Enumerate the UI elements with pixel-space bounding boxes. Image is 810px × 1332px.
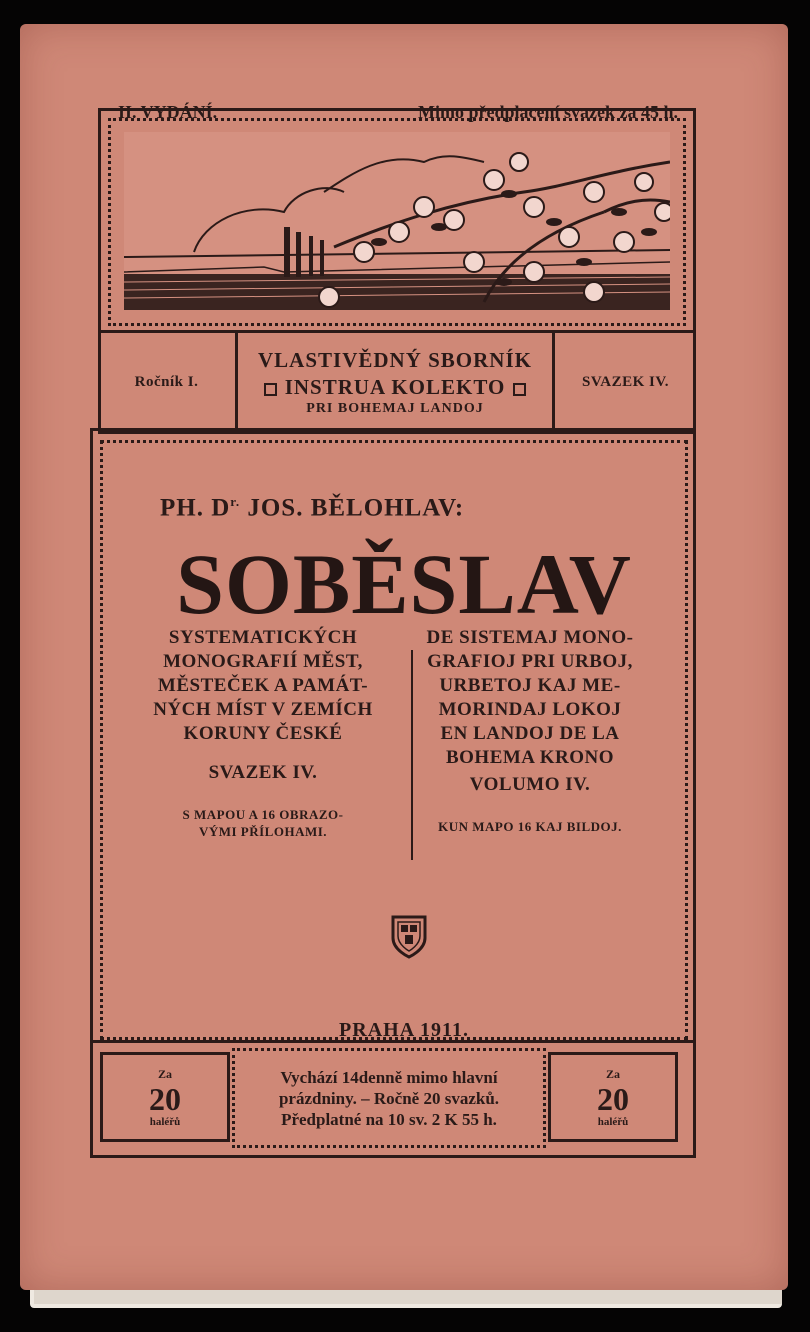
place-year: PRAHA 1911. bbox=[339, 1019, 469, 1041]
year-cell bbox=[98, 330, 235, 434]
book-cover bbox=[20, 24, 788, 1290]
author-sup: r. bbox=[230, 494, 241, 509]
info-line: prázdniny. – Ročně 20 svazků. bbox=[278, 1088, 500, 1108]
price-left-unit: haléřů bbox=[149, 1115, 181, 1128]
volume-cell bbox=[555, 330, 696, 434]
series-title-esperanto-row bbox=[256, 374, 535, 401]
author-prefix: PH. D bbox=[160, 494, 231, 522]
czech-subtitle bbox=[138, 626, 388, 746]
czech-line: KORUNY ČESKÉ bbox=[183, 723, 343, 744]
czech-note bbox=[138, 806, 388, 840]
czech-line: MONOGRAFIÍ MĚST, bbox=[163, 651, 363, 672]
shield-icon bbox=[390, 914, 428, 960]
price-right bbox=[548, 1052, 678, 1142]
edition-label: II. VYDÁNÍ. bbox=[118, 102, 218, 122]
esperanto-line: DE SISTEMAJ MONO- bbox=[426, 627, 634, 648]
price-right-amount: 20 bbox=[597, 1080, 629, 1117]
esperanto-note: KUN MAPO 16 KAJ BILDOJ. bbox=[438, 819, 622, 834]
author bbox=[160, 494, 464, 522]
series-title-esperanto: INSTRUA KOLEKTO bbox=[284, 375, 506, 399]
square-ornament-icon bbox=[513, 383, 526, 396]
esperanto-line: URBETOJ KAJ ME- bbox=[439, 675, 621, 696]
price-right-unit: haléřů bbox=[597, 1115, 629, 1128]
info-line: Předplatné na 10 sv. 2 K 55 h. bbox=[281, 1109, 497, 1129]
czech-note-line: S MAPOU A 16 OBRAZO- bbox=[182, 807, 344, 822]
book-title: SOBĚSLAV bbox=[176, 536, 632, 632]
volume-label: SVAZEK IV. bbox=[582, 373, 669, 390]
czech-note-line: VÝMI PŘÍLOHAMI. bbox=[198, 824, 328, 839]
czech-line: MĚSTEČEK A PAMÁT- bbox=[157, 675, 369, 696]
price-left-za: Za bbox=[157, 1066, 172, 1081]
czech-volume: SVAZEK IV. bbox=[208, 762, 318, 783]
esperanto-subtitle bbox=[404, 626, 656, 770]
esperanto-line: BOHEMA KRONO bbox=[445, 747, 615, 768]
price-note: Mimo předplacení svazek za 45 h. bbox=[418, 102, 678, 122]
price-left-amount: 20 bbox=[149, 1080, 181, 1117]
price-right-za: Za bbox=[605, 1066, 620, 1081]
czech-line: SYSTEMATICKÝCH bbox=[168, 627, 358, 648]
series-title-cell bbox=[235, 330, 555, 434]
series-title-czech: VLASTIVĚDNÝ SBORNÍK bbox=[258, 348, 532, 372]
author-name: JOS. BĚLOHLAV: bbox=[240, 494, 465, 522]
landscape-illustration bbox=[124, 132, 670, 310]
czech-column bbox=[138, 626, 388, 840]
esperanto-line: EN LANDOJ DE LA bbox=[440, 723, 620, 744]
info-line: Vychází 14denně mimo hlavní bbox=[280, 1067, 498, 1087]
subscription-info bbox=[232, 1048, 546, 1148]
czech-line: NÝCH MÍST V ZEMÍCH bbox=[153, 699, 373, 720]
esperanto-volume: VOLUMO IV. bbox=[469, 774, 591, 795]
esperanto-line: GRAFIOJ PRI URBOJ, bbox=[427, 651, 633, 672]
square-ornament-icon bbox=[264, 383, 277, 396]
esperanto-line: MORINDAJ LOKOJ bbox=[438, 699, 622, 720]
year-label: Ročník I. bbox=[134, 373, 199, 390]
esperanto-column bbox=[404, 626, 656, 835]
price-left bbox=[100, 1052, 230, 1142]
series-subtitle: PRI BOHEMAJ LANDOJ bbox=[306, 401, 484, 416]
